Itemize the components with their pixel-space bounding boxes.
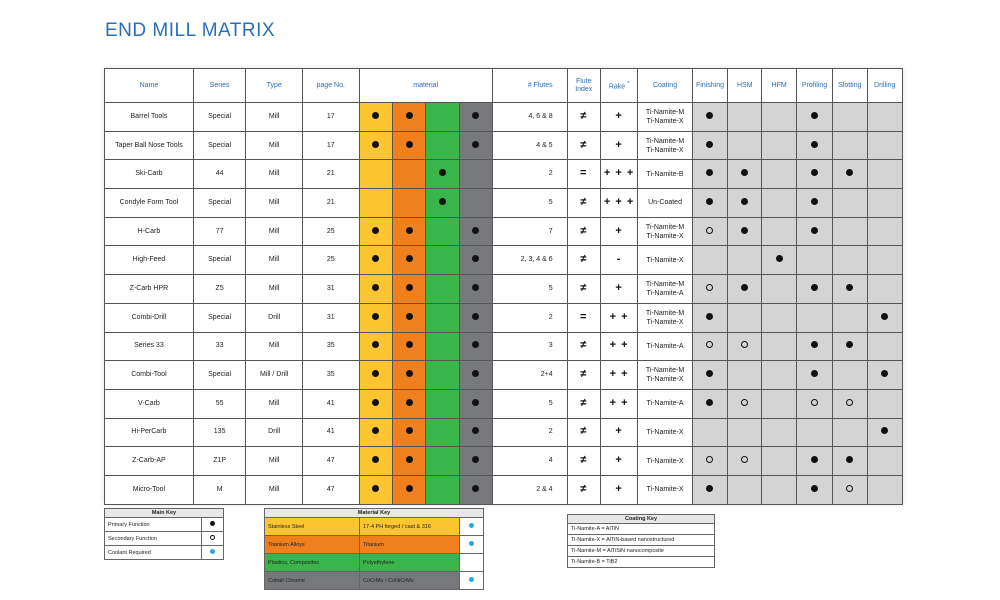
primary-function-icon: [846, 341, 853, 348]
coating-line: Ti-Namite-M: [645, 280, 685, 288]
primary-function-icon: [811, 456, 818, 463]
primary-function-icon: [706, 198, 713, 205]
secondary-function-icon: [741, 341, 748, 348]
material-key-detail: 17-4 PH forged / cast & 316: [360, 518, 460, 536]
col-header-material: material: [359, 69, 492, 103]
tool-name-cell: Z-Carb-AP: [132, 457, 166, 465]
plastics-dot-icon: [439, 198, 446, 205]
table-row: [105, 447, 903, 476]
flutes-cell: 2, 3, 4 & 6: [520, 256, 553, 264]
flute-index-cell: ≠: [580, 138, 588, 151]
primary-function-icon: [811, 169, 818, 176]
tool-name-cell: V-Carb: [138, 399, 160, 407]
secondary-function-icon: [741, 456, 748, 463]
page-number-cell: 25: [326, 256, 335, 264]
rake-cell: +: [615, 138, 623, 151]
series-cell: Special: [208, 313, 232, 321]
page-number-cell: 31: [326, 284, 335, 292]
series-cell: 55: [215, 399, 224, 407]
rake-cell: + +: [609, 396, 629, 409]
tool-name-cell: Micro-Tool: [132, 485, 166, 493]
flute-index-cell: ≠: [580, 454, 588, 467]
table-row: [105, 103, 903, 132]
type-cell: Mill / Drill: [259, 371, 289, 379]
primary-function-icon: [811, 485, 818, 492]
cobalt-dot-icon: [472, 370, 479, 377]
table-row: [105, 418, 903, 447]
series-cell: Special: [208, 256, 232, 264]
matrix-panel: [104, 68, 903, 504]
cobalt-dot-icon: [472, 456, 479, 463]
titanium-dot-icon: [406, 427, 413, 434]
titanium-dot-icon: [406, 255, 413, 262]
table-row: [105, 246, 903, 275]
flute-index-cell: ≠: [580, 339, 588, 352]
tool-name-cell: Z-Carb HPR: [129, 284, 169, 292]
series-cell: Special: [208, 371, 232, 379]
main-key-row: [105, 532, 224, 546]
tool-name-cell: Series 33: [134, 342, 164, 350]
primary-function-icon: [811, 341, 818, 348]
stainless-dot-icon: [372, 284, 379, 291]
stainless-dot-icon: [372, 370, 379, 377]
series-cell: Special: [208, 198, 232, 206]
table-row: [105, 275, 903, 304]
primary-function-icon: [741, 198, 748, 205]
page-number-cell: 41: [326, 428, 335, 436]
tool-name-cell: Combi-Drill: [131, 313, 167, 321]
page-number-cell: 17: [326, 112, 335, 120]
page-number-cell: 35: [326, 371, 335, 379]
table-row: [105, 389, 903, 418]
cobalt-dot-icon: [472, 485, 479, 492]
type-cell: Mill: [268, 141, 280, 149]
page-number-cell: 25: [326, 227, 335, 235]
coating-key-item: Ti-Namite-A = AlTiN: [568, 524, 715, 535]
rake-footnote-mark: *: [627, 80, 630, 87]
tool-name-cell: Hi-PerCarb: [131, 428, 167, 436]
page-number-cell: 41: [326, 399, 335, 407]
cobalt-dot-icon: [472, 112, 479, 119]
page-number-cell: 17: [326, 141, 335, 149]
type-cell: Mill: [268, 170, 280, 178]
col-header-series: Series: [193, 69, 246, 103]
coating-line: Ti-Namite-X: [646, 318, 684, 326]
secondary-function-icon: [706, 341, 713, 348]
type-cell: Mill: [268, 485, 280, 493]
rake-cell: +: [615, 109, 623, 122]
secondary-function-icon: [846, 485, 853, 492]
flutes-cell: 2: [548, 170, 553, 178]
coating-line: Ti-Namite-M: [645, 223, 685, 231]
primary-function-icon: [706, 485, 713, 492]
rake-cell: +: [615, 482, 623, 495]
tool-name-cell: H-Carb: [137, 227, 161, 235]
series-cell: Z1P: [213, 457, 227, 465]
col-header-page: page No.: [302, 69, 359, 103]
coating-line: Ti-Namite-X: [646, 428, 684, 436]
rake-cell: +: [615, 425, 623, 438]
coolant-dot-icon: [469, 541, 474, 546]
coating-line: Ti-Namite-X: [646, 486, 684, 494]
main-key-label: Secondary Function: [105, 532, 202, 546]
primary-function-icon: [881, 427, 888, 434]
flute-index-cell: ≠: [580, 368, 588, 381]
primary-function-icon: [741, 169, 748, 176]
type-cell: Drill: [268, 428, 281, 436]
primary-function-icon: [706, 141, 713, 148]
primary-function-icon: [846, 456, 853, 463]
material-key-material: Plastics, Composites: [265, 554, 360, 572]
type-cell: Mill: [268, 227, 280, 235]
rake-cell: + +: [609, 310, 629, 323]
stainless-dot-icon: [372, 227, 379, 234]
titanium-dot-icon: [406, 141, 413, 148]
coating-line: Ti-Namite-X: [646, 117, 684, 125]
rake-cell: +: [615, 224, 623, 237]
flute-index-cell: ≠: [580, 482, 588, 495]
flutes-cell: 4, 6 & 8: [528, 112, 553, 120]
stainless-dot-icon: [372, 485, 379, 492]
rake-cell: + + +: [603, 167, 635, 180]
cobalt-dot-icon: [472, 141, 479, 148]
primary-function-icon: [706, 313, 713, 320]
stainless-dot-icon: [372, 313, 379, 320]
page-number-cell: 21: [326, 170, 335, 178]
table-row: [105, 303, 903, 332]
col-header-slotting: Slotting: [833, 69, 867, 103]
col-header-coating: Coating: [638, 69, 693, 103]
material-key-title: Material Key: [265, 509, 484, 518]
flutes-cell: 2+4: [540, 371, 553, 379]
plastics-dot-icon: [439, 169, 446, 176]
flute-index-cell: ≠: [580, 281, 588, 294]
col-header-profiling: Profiling: [796, 69, 832, 103]
flutes-cell: 5: [548, 399, 553, 407]
stainless-dot-icon: [372, 255, 379, 262]
primary-function-icon: [706, 370, 713, 377]
table-row: [105, 131, 903, 160]
secondary-function-icon: [846, 399, 853, 406]
titanium-dot-icon: [406, 399, 413, 406]
coating-key-item: Ti-Namite-X = AlTiN-based nanostructured: [568, 535, 715, 546]
series-cell: 77: [215, 227, 224, 235]
titanium-dot-icon: [406, 112, 413, 119]
secondary-function-icon: [706, 227, 713, 234]
coating-line: Ti-Namite-M: [645, 309, 685, 317]
coating-key-item: Ti-Namite-M = AlTiSiN nanocomposite: [568, 546, 715, 557]
coolant-dot-icon: [469, 577, 474, 582]
material-key-detail: CoCrMo / CoNiCrMo: [360, 572, 460, 590]
titanium-dot-icon: [406, 284, 413, 291]
flute-index-cell: ≠: [580, 425, 588, 438]
coating-key-title: Coating Key: [568, 515, 715, 524]
cobalt-dot-icon: [472, 255, 479, 262]
flute-index-cell: ≠: [580, 109, 588, 122]
series-cell: M: [216, 485, 223, 493]
series-cell: Special: [208, 112, 232, 120]
flutes-cell: 3: [548, 342, 553, 350]
tool-name-cell: Condyle Form Tool: [119, 198, 179, 206]
type-cell: Mill: [268, 256, 280, 264]
main-key-title: Main Key: [105, 509, 224, 518]
flutes-cell: 5: [548, 284, 553, 292]
titanium-dot-icon: [406, 485, 413, 492]
primary-function-icon: [811, 227, 818, 234]
titanium-dot-icon: [406, 227, 413, 234]
rake-cell: + +: [609, 339, 629, 352]
main-key-label: Primary Function: [105, 518, 202, 532]
page-number-cell: 47: [326, 457, 335, 465]
coating-line: Ti-Namite-A: [646, 342, 684, 350]
coolant-dot-icon: [210, 549, 215, 554]
rake-cell: + + +: [603, 195, 635, 208]
coolant-dot-icon: [469, 523, 474, 528]
col-header-type: Type: [246, 69, 303, 103]
stainless-dot-icon: [372, 112, 379, 119]
material-key-row: [265, 518, 484, 536]
material-key-material: Stainless Steel: [265, 518, 360, 536]
cobalt-dot-icon: [472, 399, 479, 406]
flute-index-cell: ≠: [580, 396, 588, 409]
page-number-cell: 31: [326, 313, 335, 321]
end-mill-matrix-table: [104, 68, 903, 505]
primary-function-icon: [811, 112, 818, 119]
tool-name-cell: Barrel Tools: [130, 112, 168, 120]
series-cell: Special: [208, 141, 232, 149]
flutes-cell: 2 & 4: [536, 485, 553, 493]
secondary-function-icon: [811, 399, 818, 406]
table-row: [105, 475, 903, 504]
primary-function-icon: [811, 284, 818, 291]
cobalt-dot-icon: [472, 313, 479, 320]
page-number-cell: 21: [326, 198, 335, 206]
flute-index-cell: =: [580, 310, 588, 323]
series-cell: 44: [215, 170, 224, 178]
type-cell: Mill: [268, 342, 280, 350]
flutes-cell: 7: [548, 227, 553, 235]
secondary-function-icon: [741, 399, 748, 406]
page-number-cell: 47: [326, 485, 335, 493]
main-key-row: [105, 518, 224, 532]
rake-cell: +: [615, 454, 623, 467]
flutes-cell: 5: [548, 198, 553, 206]
table-row: [105, 332, 903, 361]
tool-name-cell: Ski-Carb: [135, 170, 163, 178]
col-header-flutes: # Flutes: [492, 69, 567, 103]
tool-name-cell: Combi-Tool: [131, 371, 167, 379]
secondary-ring-icon: [210, 535, 215, 540]
stainless-dot-icon: [372, 456, 379, 463]
coating-line: Ti-Namite-M: [645, 137, 685, 145]
coating-line: Ti-Namite-A: [646, 400, 684, 408]
header-row: [105, 69, 903, 103]
table-row: [105, 361, 903, 390]
material-key-detail: Titanium: [360, 536, 460, 554]
flute-index-cell: ≠: [580, 224, 588, 237]
page-title: END MILL MATRIX: [105, 20, 276, 41]
material-key-material: Titanium Alloys: [265, 536, 360, 554]
cobalt-dot-icon: [472, 341, 479, 348]
col-header-rake: [600, 69, 637, 103]
material-key-row: [265, 554, 484, 572]
primary-function-icon: [846, 169, 853, 176]
primary-dot-icon: [210, 521, 215, 526]
primary-function-icon: [706, 399, 713, 406]
titanium-dot-icon: [406, 341, 413, 348]
coating-line: Ti-Namite-X: [646, 256, 684, 264]
coating-line: Un-Coated: [648, 199, 682, 207]
primary-function-icon: [811, 198, 818, 205]
type-cell: Mill: [268, 198, 280, 206]
col-header-hfm: HFM: [762, 69, 796, 103]
coating-line: Ti-Namite-A: [646, 289, 684, 297]
col-header-flute-index: Flute Index: [567, 69, 600, 103]
stainless-dot-icon: [372, 141, 379, 148]
series-cell: 33: [215, 342, 224, 350]
tool-name-cell: High-Feed: [132, 256, 166, 264]
series-cell: Z5: [215, 284, 224, 292]
type-cell: Drill: [268, 313, 281, 321]
rake-label: Rake: [608, 83, 626, 91]
primary-function-icon: [706, 169, 713, 176]
rake-cell: + +: [609, 368, 629, 381]
col-header-drilling: Drilling: [867, 69, 903, 103]
titanium-dot-icon: [406, 370, 413, 377]
coating-line: Ti-Namite-X: [646, 376, 684, 384]
titanium-dot-icon: [406, 313, 413, 320]
coating-line: Ti-Namite-X: [646, 232, 684, 240]
primary-function-icon: [741, 227, 748, 234]
main-key-row: [105, 546, 224, 560]
matrix-body: [105, 103, 903, 505]
material-key-detail: Polyethylene: [360, 554, 460, 572]
primary-function-icon: [811, 141, 818, 148]
col-header-finishing: Finishing: [692, 69, 727, 103]
coating-line: Ti-Namite-X: [646, 457, 684, 465]
flute-index-cell: ≠: [580, 253, 588, 266]
main-key: [104, 508, 224, 560]
primary-function-icon: [846, 284, 853, 291]
type-cell: Mill: [268, 457, 280, 465]
table-row: [105, 217, 903, 246]
table-row: [105, 160, 903, 189]
coating-line: Ti-Namite-M: [645, 108, 685, 116]
flute-index-cell: =: [580, 167, 588, 180]
tool-name-cell: Taper Ball Nose Tools: [115, 141, 183, 149]
flutes-cell: 2: [548, 313, 553, 321]
flutes-cell: 4: [548, 457, 553, 465]
rake-cell: -: [616, 253, 622, 266]
type-cell: Mill: [268, 112, 280, 120]
material-key-row: [265, 572, 484, 590]
table-row: [105, 189, 903, 218]
material-key: [264, 508, 484, 590]
coating-key: [567, 514, 715, 568]
primary-function-icon: [706, 112, 713, 119]
primary-function-icon: [741, 284, 748, 291]
cobalt-dot-icon: [472, 227, 479, 234]
cobalt-dot-icon: [472, 284, 479, 291]
coating-line: Ti-Namite-X: [646, 146, 684, 154]
main-key-label: Coolant Required: [105, 546, 202, 560]
stainless-dot-icon: [372, 427, 379, 434]
primary-function-icon: [881, 313, 888, 320]
primary-function-icon: [776, 255, 783, 262]
material-key-material: Cobalt Chrome: [265, 572, 360, 590]
flute-index-cell: ≠: [580, 195, 588, 208]
series-cell: 135: [213, 428, 226, 436]
coating-line: Ti-Namite-M: [645, 367, 685, 375]
type-cell: Mill: [268, 284, 280, 292]
col-header-name: Name: [105, 69, 194, 103]
primary-function-icon: [881, 370, 888, 377]
material-key-row: [265, 536, 484, 554]
secondary-function-icon: [706, 284, 713, 291]
stainless-dot-icon: [372, 341, 379, 348]
primary-function-icon: [811, 370, 818, 377]
page-number-cell: 35: [326, 342, 335, 350]
type-cell: Mill: [268, 399, 280, 407]
titanium-dot-icon: [406, 456, 413, 463]
flutes-cell: 2: [548, 428, 553, 436]
col-header-hsm: HSM: [728, 69, 762, 103]
stainless-dot-icon: [372, 399, 379, 406]
coating-line: Ti-Namite-B: [646, 170, 684, 178]
coating-key-item: Ti-Namite-B = TiB2: [568, 557, 715, 568]
cobalt-dot-icon: [472, 427, 479, 434]
secondary-function-icon: [706, 456, 713, 463]
flutes-cell: 4 & 5: [536, 141, 553, 149]
rake-cell: +: [615, 281, 623, 294]
